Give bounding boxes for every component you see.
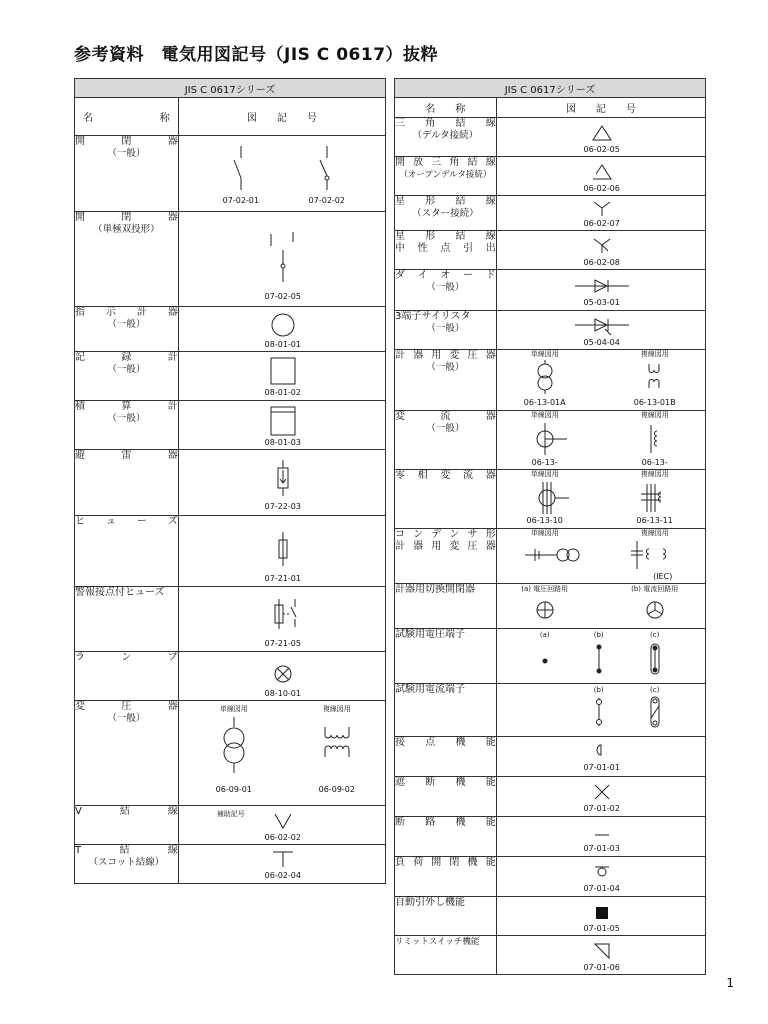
page-title: 参考資料 電気用図記号（JIS C 0617）抜粋	[74, 45, 439, 65]
row-name: 負 荷 開 閉 機 能	[395, 857, 497, 897]
right-symbol-table	[394, 78, 706, 975]
symbol-code: 07-02-01	[222, 196, 259, 205]
symbol-code: 08-01-01	[264, 340, 301, 349]
table-row	[75, 307, 386, 352]
table-row: 接 点 機 能 07-01-01	[395, 737, 706, 777]
row-name: V 結 線	[75, 806, 179, 845]
table-row: コ ン デ ン サ 形 計 器 用 変 圧 器 単線図用 複線図用 (IEC)	[395, 529, 706, 584]
right-symbol-header: 図 記 号	[496, 98, 705, 118]
row-name: 計器用切換開閉器	[395, 584, 497, 629]
row-name: 試験用電圧端子	[395, 629, 497, 684]
table-row: 試験用電圧端子 (a) (b) (c)	[395, 629, 706, 684]
table-row	[75, 516, 386, 587]
table-row: V 結 線 補助記号 06-02-02	[75, 806, 386, 845]
row-name: 開 放 三 角 結 線 （オープンデルタ接続）	[395, 157, 497, 196]
row-name: ダ イ オ ー ド （一般）	[395, 270, 497, 311]
symbol-code: 06-09-02	[318, 785, 355, 794]
capacitor-vt-icon	[497, 529, 707, 583]
table-row: 変 圧 器 （一般） 単線図用 複線図用 06-09-01 06-09-02	[75, 701, 386, 806]
table-row	[75, 401, 386, 450]
row-name: 開 閉 器 （単極双投形）	[75, 212, 179, 307]
table-row: 遮 断 機 能 07-01-02	[395, 777, 706, 817]
table-row: 負 荷 開 閉 機 能 07-01-04	[395, 857, 706, 897]
right-name-header: 名 称	[395, 98, 497, 118]
symbol-code: 07-21-05	[264, 639, 301, 648]
left-symbol-table	[74, 78, 386, 884]
row-name: 断 路 機 能	[395, 817, 497, 857]
left-symbol-header: 図 記 号	[178, 98, 385, 136]
row-name: 3端子サイリスタ （一般）	[395, 311, 497, 350]
switch-symbol	[179, 136, 387, 211]
table-row	[75, 652, 386, 701]
page-number: 1	[726, 976, 734, 990]
table-row	[75, 136, 386, 212]
row-name: ラ ン プ	[75, 652, 179, 701]
row-name: 零 相 変 流 器	[395, 470, 497, 529]
table-row	[75, 352, 386, 401]
symbol-code: 07-21-01	[264, 574, 301, 583]
voltage-test-terminal-icon	[497, 629, 707, 683]
table-row: 断 路 機 能 07-01-03	[395, 817, 706, 857]
row-name: 変 圧 器 （一般）	[75, 701, 179, 806]
table-row: 零 相 変 流 器 単線図用 複線図用 06-13-10 06-13-11	[395, 470, 706, 529]
row-name: 星 形 結 線 （スター接続）	[395, 196, 497, 231]
row-name: 自動引外し機能	[395, 897, 497, 936]
row-name: 積 算 計 （一般）	[75, 401, 179, 450]
symbol-code: 06-02-04	[264, 871, 301, 880]
symbol-code: 08-10-01	[264, 689, 301, 698]
right-series-header: JIS C 0617シリーズ	[395, 79, 706, 98]
row-name: 試験用電流端子	[395, 684, 497, 737]
table-row	[75, 212, 386, 307]
table-row: 試験用電流端子 (b) (c)	[395, 684, 706, 737]
table-row: ダ イ オ ー ド （一般） 05-03-01	[395, 270, 706, 311]
meter-selector-switch-icon	[497, 584, 707, 628]
current-transformer-icon	[497, 411, 707, 469]
table-row: 変 流 器 （一般） 単線図用 複線図用 06-13- 06-13-	[395, 411, 706, 470]
row-name: 警報接点付ヒューズ	[75, 587, 179, 652]
table-row: 開 放 三 角 結 線 （オープンデルタ接続） 06-02-06	[395, 157, 706, 196]
table-row: 自動引外し機能 07-01-05	[395, 897, 706, 936]
row-name: 避 雷 器	[75, 450, 179, 516]
table-row: リミットスイッチ機能 07-01-06	[395, 936, 706, 975]
symbol-code: 07-02-02	[308, 196, 345, 205]
left-series-header: JIS C 0617シリーズ	[75, 79, 386, 98]
row-name: 変 流 器 （一般）	[395, 411, 497, 470]
table-row: 計 器 用 変 圧 器 （一般） 単線図用 複線図用 06-13-01A 06-13-01B	[395, 350, 706, 411]
table-row	[75, 845, 386, 884]
row-name: 指 示 計 器 （一般）	[75, 307, 179, 352]
transformer-icon	[179, 701, 387, 805]
table-row: 星 形 結 線 （スター接続） 06-02-07	[395, 196, 706, 231]
row-name: ヒ ュ ー ズ	[75, 516, 179, 587]
row-name: 開 閉 器 （一般）	[75, 136, 179, 212]
symbol-code: 06-09-01	[215, 785, 252, 794]
table-row	[75, 587, 386, 652]
table-row: 計器用切換開閉器 (a) 電圧回路用 (b) 電流回路用	[395, 584, 706, 629]
row-name: 星 形 結 線 中 性 点 引 出	[395, 231, 497, 270]
symbol-code: 07-02-05	[264, 292, 301, 301]
row-name: 計 器 用 変 圧 器 （一般）	[395, 350, 497, 411]
row-name: T 結 線 （スコット結線）	[75, 845, 179, 884]
row-name: 三 角 結 線 （デルタ接続）	[395, 118, 497, 157]
row-name: 記 録 計 （一般）	[75, 352, 179, 401]
table-row: 三 角 結 線 （デルタ接続） 06-02-05	[395, 118, 706, 157]
symbol-code: 06-02-02	[264, 833, 301, 842]
left-name-header: 名 称	[75, 98, 179, 136]
row-name: 接 点 機 能	[395, 737, 497, 777]
table-row: 星 形 結 線 中 性 点 引 出 06-02-08	[395, 231, 706, 270]
row-name: コ ン デ ン サ 形 計 器 用 変 圧 器	[395, 529, 497, 584]
symbol-code: 08-01-03	[264, 438, 301, 447]
table-row	[75, 450, 386, 516]
symbol-code: 07-22-03	[264, 502, 301, 511]
table-row: 3端子サイリスタ （一般） 05-04-04	[395, 311, 706, 350]
row-name: 遮 断 機 能	[395, 777, 497, 817]
row-name: リミットスイッチ機能	[395, 936, 497, 975]
current-test-terminal-icon	[497, 684, 707, 736]
symbol-code: 08-01-02	[264, 388, 301, 397]
